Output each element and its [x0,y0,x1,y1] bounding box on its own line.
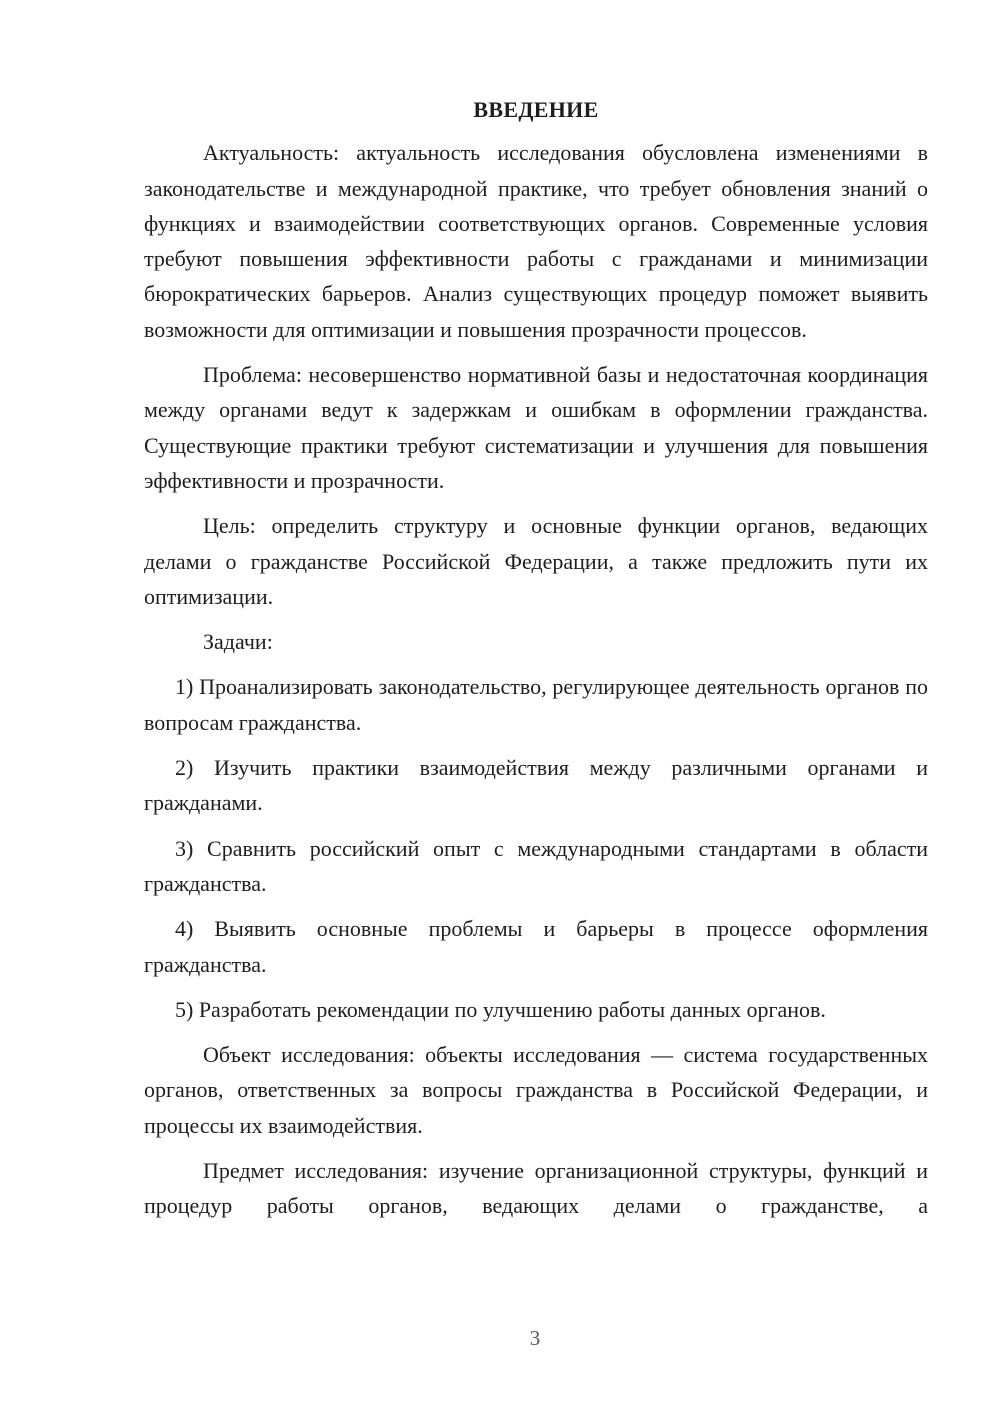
task-item-4: 4) Выявить основные проблемы и барьеры в процессе оформления гражданства. [144,916,928,977]
task-item-1: 1) Проанализировать законодательство, регулирующее деятельность органов по вопросам гражданства. [144,674,928,735]
problem-paragraph: Проблема: несовершенство нормативной базы и недостаточная координация между органами ведут к задержкам и ошибкам в оформлении гражданства. Существующие практики требуют систематизации и улучшения для повышения эффективности и прозрачности. [144,362,928,493]
research-object-paragraph: Объект исследования: объекты исследования — система государственных органов, ответственных за вопросы гражданства в Российской Федерации, и процессы их взаимодействия. [144,1042,928,1138]
page-content [144,92,928,1234]
relevance-paragraph: Актуальность: актуальность исследования обусловлена изменениями в законодательстве и международной практике, что требует обновления знаний о функциях и взаимодействии соответствующих органов. Современные условия требуют повышения эффективности работы с гражданами и минимизации бюрократических барьеров. Анализ существующих процедур поможет выявить возможности для оптимизации и повышения прозрачности процессов. [144,140,928,342]
task-item-3: 3) Сравнить российский опыт с международными стандартами в области гражданства. [144,835,928,896]
task-item-2: 2) Изучить практики взаимодействия между различными органами и гражданами. [144,755,928,816]
research-subject-paragraph: Предмет исследования: изучение организационной структуры, функций и процедур работы органов, ведающих делами о гражданстве, а [144,1158,928,1219]
page-number: 3 [529,1326,541,1350]
goal-paragraph: Цель: определить структуру и основные функции органов, ведающих делами о гражданстве Российской Федерации, а также предложить пути их оптимизации. [144,513,928,609]
section-heading: ВВЕДЕНИЕ [473,97,599,122]
tasks-label: Задачи: [203,629,273,655]
task-item-5: 5) Разработать рекомендации по улучшению работы данных органов. [175,996,826,1022]
